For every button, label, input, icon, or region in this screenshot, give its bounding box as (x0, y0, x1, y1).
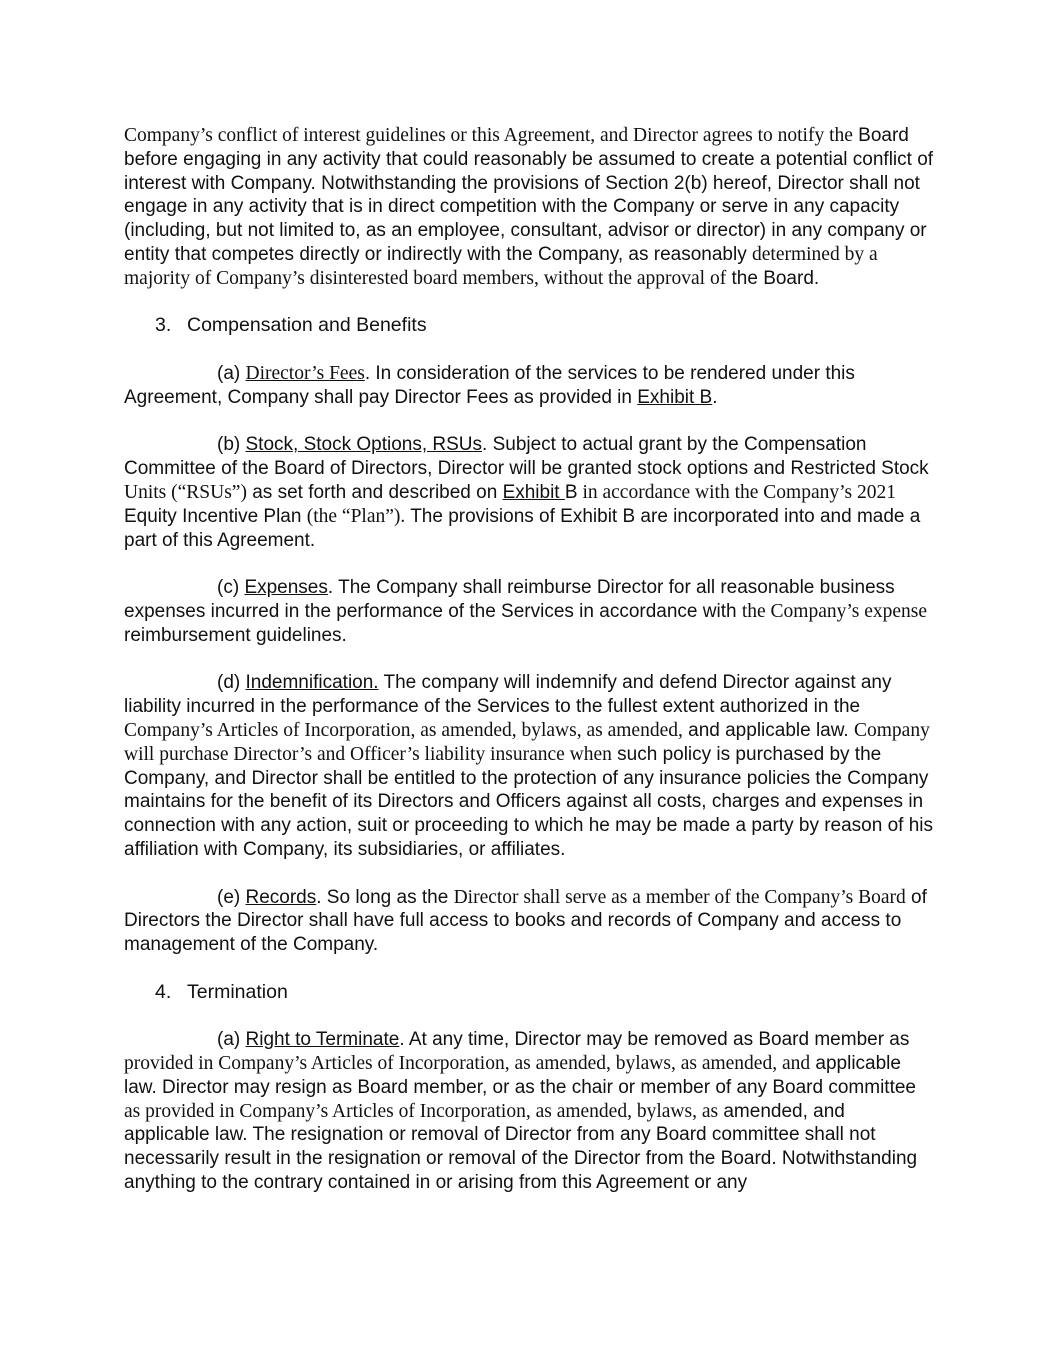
exhibit-b-reference: Exhibit B (637, 386, 713, 408)
clause-label: (a) (217, 1029, 246, 1051)
clause-text-serif: in accordance with the Company’s 2021 (577, 481, 896, 503)
clause-3e (124, 886, 934, 957)
clause-text-serif: Units (“RSUs”) (124, 481, 247, 503)
clause-text-serif: the Company’s expense (741, 600, 928, 622)
clause-text: . At any time, Director may be removed as Board member as (399, 1029, 910, 1051)
clause-label: (c) (217, 577, 245, 599)
clause-text: Equity Incentive Plan (124, 505, 307, 527)
intro-paragraph (124, 124, 934, 291)
clause-text: . In consideration of the services to be rendered under this Agreement, Company shall pay Director Fees as provided in (124, 362, 855, 408)
exhibit-b-reference: Exhibit (502, 481, 565, 503)
document-page (124, 124, 934, 1195)
intro-text-serif: Company’s conflict of interest guidelines or this Agreement, and Director agrees to notify the (124, 125, 853, 146)
section-4-heading (124, 981, 934, 1005)
clause-label: (a) (217, 362, 246, 384)
clause-text: reimbursement guidelines. (124, 624, 347, 646)
clause-heading: Records (245, 886, 317, 908)
clause-text: such policy is purchased by the Company, and Director shall be entitled to the protection of any insurance policies the Company maintains for the benefit of its Directors and Officers against all costs, charges and expenses in connection with any action, suit or proceeding to which he may be made a party by reason of his affiliation with Company, its subsidiaries, or affiliates. (124, 743, 934, 860)
intro-text: Board before engaging in any activity that could reasonably be assumed to create a potential conflict of interest with Company. Notwithstanding the provisions of Section 2(b) hereof, Director shall not engage in any activity that is in direct competition with the Company or serve in any capacity (including, but not limited to, as an employee, consultant, advisor or director) in any company or entity that competes directly or indirectly with the Company, as reasonably (124, 125, 934, 265)
section-3-heading (124, 314, 934, 338)
intro-text-serif-2: determined by a majority of Company’s disinterested board members, without the approval of (124, 243, 878, 289)
clause-text: The provisions of Exhibit B are incorporated into and made a part of this Agreement. (124, 505, 921, 551)
clause-text: and applicable law. (682, 719, 854, 741)
clause-4a (124, 1028, 934, 1195)
clause-3d (124, 671, 934, 861)
clause-text: as set forth and described on (246, 481, 503, 503)
section-3-title: Compensation and Benefits (187, 314, 427, 337)
clause-heading: Right to Terminate (245, 1029, 400, 1051)
clause-text-serif: Company’s Articles of Incorporation, as amended, bylaws, as amended, (124, 719, 683, 741)
clause-3a (124, 362, 934, 410)
clause-text: applicable law. Director may resign as Board member, or as the chair or member of any Board committee (124, 1053, 916, 1098)
section-3-number: 3. (155, 314, 172, 337)
clause-label: (b) (217, 434, 246, 456)
clause-heading: Indemnification. (245, 672, 379, 694)
section-4-number: 4. (155, 980, 172, 1003)
clause-text: The company will indemnify and defend Director against any liability incurred in the performance of the Services to the fullest extent authorized in the (124, 672, 892, 718)
clause-text: of Directors the Director shall have full access to books and records of Company and access to management of the Company. (124, 886, 927, 956)
clause-heading: Stock, Stock Options, RSUs (245, 434, 483, 456)
clause-text: amended, and applicable law. The resignation or removal of Director from any Board committee shall not necessarily result in the resignation or removal of the Director from the Board. Notwithstanding anything to the contrary contained in or arising from this Agreement or any (124, 1100, 918, 1194)
clause-label: (d) (217, 672, 246, 694)
clause-text-serif: Director shall serve as a member of the Company’s Board (453, 886, 906, 908)
clause-text-serif: as provided in Company’s Articles of Incorporation, as amended, bylaws, as (124, 1100, 719, 1122)
clause-text: B (564, 481, 578, 503)
clause-3b (124, 433, 934, 552)
clause-text: . Subject to actual grant by the Compensation Committee of the Board of Directors, Director will be granted stock options and Restricted Stock (124, 434, 929, 480)
clause-label: (e) (217, 886, 246, 908)
clause-text-serif: Company will purchase Director’s and Officer’s liability insurance when (124, 719, 930, 765)
intro-text-end: the Board. (726, 267, 820, 289)
section-4-title: Termination (187, 980, 288, 1003)
clause-text-serif: (the “Plan”). (306, 505, 406, 527)
clause-text: . (712, 386, 718, 408)
clause-text-serif: provided in Company’s Articles of Incorporation, as amended, bylaws, as amended, and (124, 1053, 811, 1075)
clause-text: . So long as the (316, 886, 454, 908)
clause-text: . The Company shall reimburse Director for all reasonable business expenses incurred in the performance of the Services in accordance with (124, 577, 895, 622)
clause-heading: Director’s Fees (245, 362, 365, 384)
clause-3c (124, 576, 934, 647)
clause-heading: Expenses (244, 577, 328, 599)
